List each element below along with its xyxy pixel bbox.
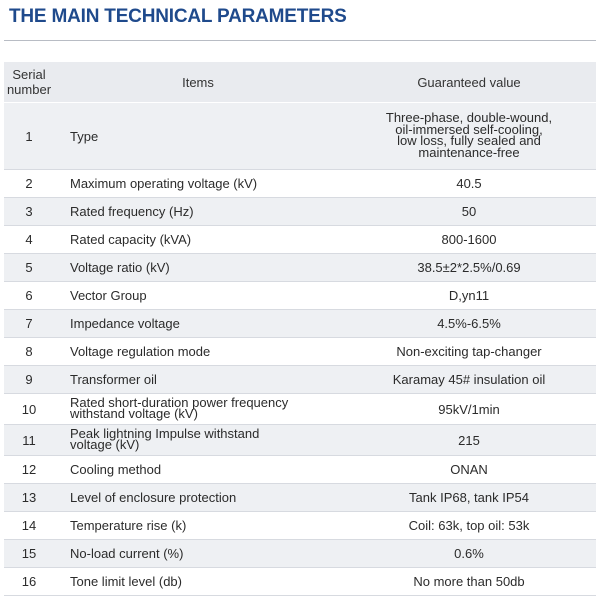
serial-cell: 1 — [4, 103, 54, 170]
item-cell: Temperature rise (k) — [54, 512, 342, 540]
table-row — [4, 512, 596, 540]
header-serial-number: Serial number — [4, 62, 54, 103]
item-cell: Cooling method — [54, 456, 342, 484]
item-cell: Level of enclosure protection — [54, 484, 342, 512]
serial-cell: 13 — [4, 484, 54, 512]
item-cell: Vector Group — [54, 282, 342, 310]
table-row — [4, 540, 596, 568]
table-row — [4, 103, 596, 170]
value-cell: No more than 50db — [342, 568, 596, 596]
serial-cell: 5 — [4, 254, 54, 282]
item-cell: Rated capacity (kVA) — [54, 226, 342, 254]
value-cell: D,yn11 — [342, 282, 596, 310]
serial-cell: 4 — [4, 226, 54, 254]
table-row — [4, 198, 596, 226]
value-cell: 50 — [342, 198, 596, 226]
serial-cell: 15 — [4, 540, 54, 568]
page-title: THE MAIN TECHNICAL PARAMETERS — [9, 6, 347, 27]
serial-cell: 7 — [4, 310, 54, 338]
item-text: Rated short-duration power frequency withstand voltage (kV) — [70, 395, 289, 421]
item-cell: No-load current (%) — [54, 540, 342, 568]
item-cell: Transformer oil — [54, 366, 342, 394]
parameters-table — [4, 62, 596, 596]
item-cell: Impedance voltage — [54, 310, 342, 338]
header-guaranteed-value: Guaranteed value — [342, 62, 596, 103]
value-cell: Coil: 63k, top oil: 53k — [342, 512, 596, 540]
serial-cell: 6 — [4, 282, 54, 310]
serial-cell: 2 — [4, 170, 54, 198]
item-cell — [54, 425, 342, 456]
serial-cell: 8 — [4, 338, 54, 366]
value-cell — [342, 103, 596, 170]
title-divider — [4, 40, 596, 41]
table-row — [4, 425, 596, 456]
table-row — [4, 226, 596, 254]
serial-cell: 16 — [4, 568, 54, 596]
table-row — [4, 366, 596, 394]
item-text: Peak lightning Impulse withstand voltage (kV) — [70, 426, 260, 452]
item-cell: Tone limit level (db) — [54, 568, 342, 596]
table-row — [4, 484, 596, 512]
value-cell: Tank IP68, tank IP54 — [342, 484, 596, 512]
value-cell: Non-exciting tap-changer — [342, 338, 596, 366]
table-row — [4, 568, 596, 596]
item-cell: Type — [54, 103, 342, 170]
header-items: Items — [54, 62, 342, 103]
table-row — [4, 170, 596, 198]
value-cell: 800-1600 — [342, 226, 596, 254]
table-row — [4, 254, 596, 282]
item-cell: Voltage regulation mode — [54, 338, 342, 366]
item-cell: Maximum operating voltage (kV) — [54, 170, 342, 198]
value-text: Three-phase, double-wound, oil-immersed self-cooling, low loss, fully sealed and maintenance-free — [385, 110, 553, 160]
serial-cell: 14 — [4, 512, 54, 540]
value-cell: 95kV/1min — [342, 394, 596, 425]
serial-cell: 3 — [4, 198, 54, 226]
table-header-row — [4, 62, 596, 103]
serial-cell: 9 — [4, 366, 54, 394]
table-row — [4, 394, 596, 425]
serial-cell: 10 — [4, 394, 54, 425]
table-row — [4, 310, 596, 338]
table-row — [4, 338, 596, 366]
item-cell: Rated frequency (Hz) — [54, 198, 342, 226]
value-cell: 38.5±2*2.5%/0.69 — [342, 254, 596, 282]
value-cell: 4.5%-6.5% — [342, 310, 596, 338]
value-cell: 40.5 — [342, 170, 596, 198]
serial-cell: 11 — [4, 425, 54, 456]
serial-cell: 12 — [4, 456, 54, 484]
table-row — [4, 456, 596, 484]
value-cell: 215 — [342, 425, 596, 456]
table-row — [4, 282, 596, 310]
value-cell: ONAN — [342, 456, 596, 484]
item-cell — [54, 394, 342, 425]
item-cell: Voltage ratio (kV) — [54, 254, 342, 282]
value-cell: Karamay 45# insulation oil — [342, 366, 596, 394]
value-cell: 0.6% — [342, 540, 596, 568]
